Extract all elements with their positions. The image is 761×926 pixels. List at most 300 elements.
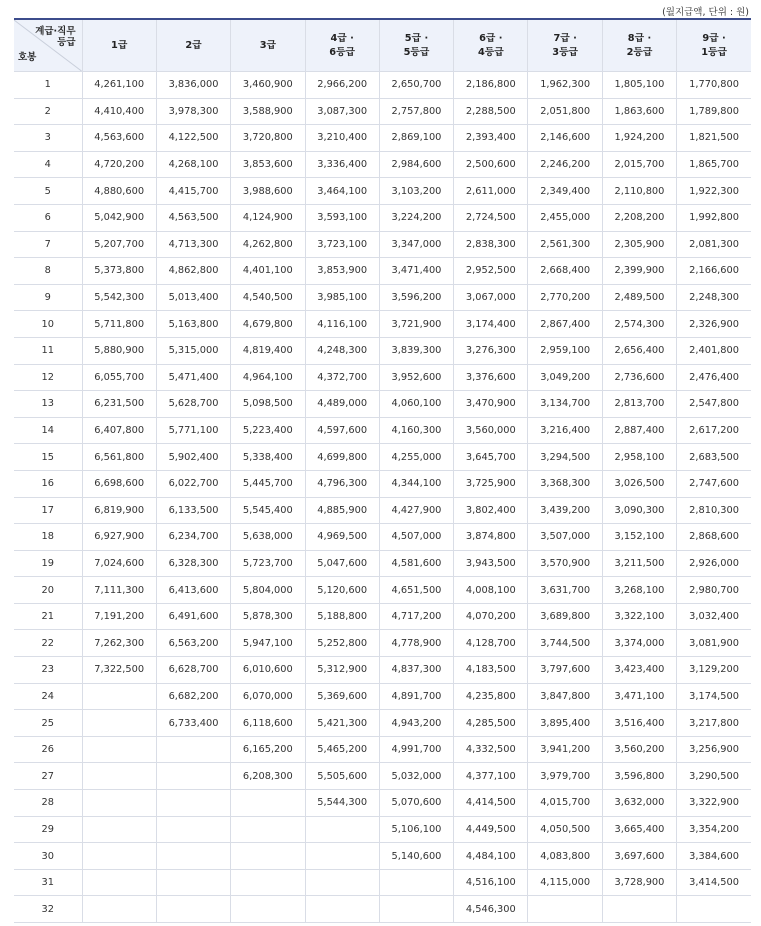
salary-cell: 2,248,300 <box>677 284 751 311</box>
salary-cell: 4,268,100 <box>156 151 230 178</box>
column-header-line2: 6등급 <box>329 46 356 58</box>
step-cell: 16 <box>14 470 82 497</box>
salary-cell: 2,561,300 <box>528 231 602 258</box>
salary-cell: 3,725,900 <box>454 470 528 497</box>
salary-table <box>14 18 751 923</box>
salary-cell: 3,593,100 <box>305 204 379 231</box>
table-row <box>14 444 751 471</box>
salary-cell: 4,015,700 <box>528 790 602 817</box>
step-cell: 11 <box>14 337 82 364</box>
salary-cell: 2,966,200 <box>305 72 379 99</box>
salary-cell <box>231 896 305 923</box>
step-cell: 12 <box>14 364 82 391</box>
salary-cell: 5,465,200 <box>305 736 379 763</box>
salary-cell: 4,183,500 <box>454 657 528 684</box>
column-header-line2: 2등급 <box>626 46 653 58</box>
salary-cell: 2,887,400 <box>602 417 676 444</box>
column-header-line1: 2급 <box>185 39 202 51</box>
salary-cell: 5,544,300 <box>305 790 379 817</box>
salary-cell <box>82 710 156 737</box>
salary-cell: 3,632,000 <box>602 790 676 817</box>
salary-cell: 5,421,300 <box>305 710 379 737</box>
step-cell: 26 <box>14 736 82 763</box>
salary-cell: 5,711,800 <box>82 311 156 338</box>
salary-cell: 3,336,400 <box>305 151 379 178</box>
column-header-line1: 8급 · <box>627 32 652 44</box>
salary-cell: 3,952,600 <box>379 364 453 391</box>
salary-cell: 6,328,300 <box>156 550 230 577</box>
column-header <box>231 19 305 72</box>
salary-cell: 3,631,700 <box>528 577 602 604</box>
salary-cell: 2,015,700 <box>602 151 676 178</box>
step-cell: 7 <box>14 231 82 258</box>
salary-cell: 3,839,300 <box>379 337 453 364</box>
salary-cell: 2,958,100 <box>602 444 676 471</box>
salary-cell: 3,847,800 <box>528 683 602 710</box>
salary-cell: 4,778,900 <box>379 630 453 657</box>
salary-cell: 4,713,300 <box>156 231 230 258</box>
salary-cell <box>82 683 156 710</box>
salary-cell: 2,326,900 <box>677 311 751 338</box>
column-header-line1: 3급 <box>259 39 276 51</box>
column-header-line2: 1등급 <box>701 46 727 58</box>
salary-cell: 5,013,400 <box>156 284 230 311</box>
salary-cell <box>82 896 156 923</box>
salary-cell: 6,165,200 <box>231 736 305 763</box>
salary-cell <box>156 869 230 896</box>
salary-cell: 6,563,200 <box>156 630 230 657</box>
salary-cell: 3,460,900 <box>231 72 305 99</box>
salary-cell: 3,836,000 <box>156 72 230 99</box>
salary-cell: 2,547,800 <box>677 391 751 418</box>
salary-cell <box>156 790 230 817</box>
step-cell: 9 <box>14 284 82 311</box>
salary-cell <box>231 790 305 817</box>
salary-cell: 3,211,500 <box>602 550 676 577</box>
salary-cell: 2,393,400 <box>454 125 528 152</box>
salary-cell: 5,047,600 <box>305 550 379 577</box>
salary-cell: 4,563,500 <box>156 204 230 231</box>
salary-cell: 5,223,400 <box>231 417 305 444</box>
salary-cell: 2,656,400 <box>602 337 676 364</box>
table-row <box>14 231 751 258</box>
salary-cell: 3,470,900 <box>454 391 528 418</box>
salary-cell: 4,115,000 <box>528 869 602 896</box>
column-header-line1: 7급 · <box>553 32 577 44</box>
column-header <box>454 19 528 72</box>
column-header <box>82 19 156 72</box>
salary-cell: 1,962,300 <box>528 72 602 99</box>
salary-cell: 3,090,300 <box>602 497 676 524</box>
salary-cell: 2,959,100 <box>528 337 602 364</box>
salary-cell <box>231 869 305 896</box>
salary-cell: 4,372,700 <box>305 364 379 391</box>
salary-cell: 3,414,500 <box>677 869 751 896</box>
salary-cell: 2,952,500 <box>454 258 528 285</box>
corner-header-cell <box>14 19 82 72</box>
salary-cell: 4,507,000 <box>379 524 453 551</box>
step-cell: 15 <box>14 444 82 471</box>
salary-cell <box>528 896 602 923</box>
step-cell: 8 <box>14 258 82 285</box>
salary-cell: 4,597,600 <box>305 417 379 444</box>
table-row <box>14 736 751 763</box>
salary-cell: 2,683,500 <box>677 444 751 471</box>
salary-cell: 3,744,500 <box>528 630 602 657</box>
salary-cell: 7,262,300 <box>82 630 156 657</box>
salary-cell: 5,140,600 <box>379 843 453 870</box>
salary-cell: 5,771,100 <box>156 417 230 444</box>
salary-cell: 4,235,800 <box>454 683 528 710</box>
step-cell: 3 <box>14 125 82 152</box>
salary-cell: 2,489,500 <box>602 284 676 311</box>
salary-cell: 6,231,500 <box>82 391 156 418</box>
step-cell: 18 <box>14 524 82 551</box>
salary-cell: 5,106,100 <box>379 816 453 843</box>
salary-cell: 4,964,100 <box>231 364 305 391</box>
salary-cell: 3,645,700 <box>454 444 528 471</box>
salary-cell: 4,377,100 <box>454 763 528 790</box>
salary-cell: 3,322,100 <box>602 603 676 630</box>
salary-cell: 6,698,600 <box>82 470 156 497</box>
salary-cell: 3,588,900 <box>231 98 305 125</box>
salary-cell: 5,628,700 <box>156 391 230 418</box>
table-row <box>14 683 751 710</box>
salary-cell: 4,415,700 <box>156 178 230 205</box>
salary-cell <box>82 869 156 896</box>
salary-cell: 1,805,100 <box>602 72 676 99</box>
salary-cell: 3,507,000 <box>528 524 602 551</box>
salary-cell: 3,720,800 <box>231 125 305 152</box>
salary-cell: 3,268,100 <box>602 577 676 604</box>
salary-cell: 2,476,400 <box>677 364 751 391</box>
salary-cell: 1,992,800 <box>677 204 751 231</box>
step-cell: 2 <box>14 98 82 125</box>
salary-cell: 7,111,300 <box>82 577 156 604</box>
salary-cell: 3,276,300 <box>454 337 528 364</box>
table-header <box>14 19 751 72</box>
header-row <box>14 19 751 72</box>
salary-cell: 3,516,400 <box>602 710 676 737</box>
salary-cell: 4,546,300 <box>454 896 528 923</box>
salary-cell: 2,617,200 <box>677 417 751 444</box>
table-row <box>14 657 751 684</box>
column-header <box>602 19 676 72</box>
salary-cell: 1,821,500 <box>677 125 751 152</box>
salary-cell: 1,922,300 <box>677 178 751 205</box>
salary-cell: 2,349,400 <box>528 178 602 205</box>
salary-cell: 6,133,500 <box>156 497 230 524</box>
salary-cell: 4,699,800 <box>305 444 379 471</box>
salary-cell: 3,174,500 <box>677 683 751 710</box>
step-cell: 25 <box>14 710 82 737</box>
table-row <box>14 98 751 125</box>
salary-cell: 5,880,900 <box>82 337 156 364</box>
table-row <box>14 603 751 630</box>
step-cell: 19 <box>14 550 82 577</box>
salary-cell: 4,880,600 <box>82 178 156 205</box>
table-row <box>14 204 751 231</box>
salary-cell: 5,042,900 <box>82 204 156 231</box>
salary-cell: 6,927,900 <box>82 524 156 551</box>
salary-cell: 4,116,100 <box>305 311 379 338</box>
table-row <box>14 284 751 311</box>
salary-cell: 4,427,900 <box>379 497 453 524</box>
salary-cell: 5,878,300 <box>231 603 305 630</box>
step-cell: 22 <box>14 630 82 657</box>
salary-cell: 2,868,600 <box>677 524 751 551</box>
salary-cell: 3,347,000 <box>379 231 453 258</box>
table-row <box>14 869 751 896</box>
step-cell: 32 <box>14 896 82 923</box>
salary-cell <box>156 896 230 923</box>
table-row <box>14 710 751 737</box>
salary-cell: 5,315,000 <box>156 337 230 364</box>
salary-cell <box>231 816 305 843</box>
salary-cell: 4,837,300 <box>379 657 453 684</box>
corner-grade-label-line2: 등급 <box>57 37 76 48</box>
salary-cell: 4,489,000 <box>305 391 379 418</box>
salary-cell: 5,638,000 <box>231 524 305 551</box>
salary-cell: 5,098,500 <box>231 391 305 418</box>
table-row <box>14 577 751 604</box>
salary-cell: 4,261,100 <box>82 72 156 99</box>
step-cell: 17 <box>14 497 82 524</box>
table-row <box>14 843 751 870</box>
salary-cell: 5,070,600 <box>379 790 453 817</box>
salary-cell: 4,008,100 <box>454 577 528 604</box>
salary-cell <box>82 736 156 763</box>
salary-cell: 6,407,800 <box>82 417 156 444</box>
salary-cell: 5,373,800 <box>82 258 156 285</box>
table-row <box>14 790 751 817</box>
column-header <box>156 19 230 72</box>
step-cell: 31 <box>14 869 82 896</box>
salary-cell: 4,124,900 <box>231 204 305 231</box>
table-row <box>14 391 751 418</box>
salary-cell: 3,134,700 <box>528 391 602 418</box>
salary-cell: 4,122,500 <box>156 125 230 152</box>
salary-cell: 5,188,800 <box>305 603 379 630</box>
salary-cell: 2,288,500 <box>454 98 528 125</box>
salary-cell: 4,160,300 <box>379 417 453 444</box>
step-cell: 20 <box>14 577 82 604</box>
salary-cell: 4,484,100 <box>454 843 528 870</box>
salary-cell: 5,032,000 <box>379 763 453 790</box>
salary-cell: 3,067,000 <box>454 284 528 311</box>
salary-cell: 4,540,500 <box>231 284 305 311</box>
step-cell: 28 <box>14 790 82 817</box>
salary-cell <box>379 896 453 923</box>
salary-cell: 3,697,600 <box>602 843 676 870</box>
column-header <box>677 19 751 72</box>
salary-cell: 3,988,600 <box>231 178 305 205</box>
salary-cell: 3,797,600 <box>528 657 602 684</box>
salary-cell: 3,596,800 <box>602 763 676 790</box>
salary-cell: 5,723,700 <box>231 550 305 577</box>
salary-cell: 4,720,200 <box>82 151 156 178</box>
table-row <box>14 311 751 338</box>
table-row <box>14 125 751 152</box>
salary-cell: 2,146,600 <box>528 125 602 152</box>
salary-cell: 3,721,900 <box>379 311 453 338</box>
salary-cell <box>156 736 230 763</box>
salary-cell <box>156 763 230 790</box>
salary-cell: 6,010,600 <box>231 657 305 684</box>
salary-cell: 5,471,400 <box>156 364 230 391</box>
salary-cell: 6,055,700 <box>82 364 156 391</box>
salary-cell: 4,862,800 <box>156 258 230 285</box>
table-row <box>14 497 751 524</box>
column-header-line2: 3등급 <box>552 46 579 58</box>
salary-cell: 4,563,600 <box>82 125 156 152</box>
salary-cell: 5,445,700 <box>231 470 305 497</box>
salary-cell: 3,943,500 <box>454 550 528 577</box>
salary-cell: 2,813,700 <box>602 391 676 418</box>
salary-cell: 4,581,600 <box>379 550 453 577</box>
salary-cell: 3,224,200 <box>379 204 453 231</box>
table-row <box>14 550 751 577</box>
salary-cell: 6,413,600 <box>156 577 230 604</box>
table-row <box>14 630 751 657</box>
salary-cell: 6,208,300 <box>231 763 305 790</box>
salary-cell: 5,542,300 <box>82 284 156 311</box>
salary-cell: 3,596,200 <box>379 284 453 311</box>
salary-cell: 3,217,800 <box>677 710 751 737</box>
salary-cell: 3,087,300 <box>305 98 379 125</box>
salary-cell: 3,895,400 <box>528 710 602 737</box>
salary-cell <box>305 843 379 870</box>
salary-cell <box>82 790 156 817</box>
table-row <box>14 896 751 923</box>
salary-cell: 6,070,000 <box>231 683 305 710</box>
salary-cell: 3,322,900 <box>677 790 751 817</box>
salary-cell: 1,924,200 <box>602 125 676 152</box>
salary-cell: 7,191,200 <box>82 603 156 630</box>
salary-cell: 5,369,600 <box>305 683 379 710</box>
salary-cell: 5,312,900 <box>305 657 379 684</box>
salary-cell: 4,891,700 <box>379 683 453 710</box>
salary-cell: 2,668,400 <box>528 258 602 285</box>
salary-cell: 2,208,200 <box>602 204 676 231</box>
salary-cell <box>305 896 379 923</box>
salary-cell: 4,050,500 <box>528 816 602 843</box>
column-header-line1: 5급 · <box>404 32 429 44</box>
salary-cell: 6,118,600 <box>231 710 305 737</box>
salary-cell: 1,770,800 <box>677 72 751 99</box>
step-cell: 30 <box>14 843 82 870</box>
step-cell: 29 <box>14 816 82 843</box>
salary-cell: 4,969,500 <box>305 524 379 551</box>
salary-cell: 6,561,800 <box>82 444 156 471</box>
salary-cell: 4,943,200 <box>379 710 453 737</box>
salary-cell: 4,414,500 <box>454 790 528 817</box>
table-row <box>14 816 751 843</box>
salary-cell: 5,804,000 <box>231 577 305 604</box>
column-header <box>528 19 602 72</box>
step-cell: 14 <box>14 417 82 444</box>
salary-cell: 3,032,400 <box>677 603 751 630</box>
salary-cell: 1,789,800 <box>677 98 751 125</box>
salary-cell: 4,285,500 <box>454 710 528 737</box>
column-header-line2: 4등급 <box>477 46 504 58</box>
corner-step-label: 호봉 <box>18 52 37 63</box>
salary-cell: 3,152,100 <box>602 524 676 551</box>
salary-cell: 2,246,200 <box>528 151 602 178</box>
salary-cell: 2,650,700 <box>379 72 453 99</box>
salary-cell <box>305 816 379 843</box>
salary-cell: 3,376,600 <box>454 364 528 391</box>
salary-cell: 3,723,100 <box>305 231 379 258</box>
column-header-line1: 6급 · <box>479 32 503 44</box>
salary-cell: 3,256,900 <box>677 736 751 763</box>
salary-cell <box>82 816 156 843</box>
salary-cell: 3,354,200 <box>677 816 751 843</box>
salary-cell: 3,026,500 <box>602 470 676 497</box>
salary-cell: 3,570,900 <box>528 550 602 577</box>
table-row <box>14 364 751 391</box>
table-row <box>14 151 751 178</box>
salary-cell: 2,926,000 <box>677 550 751 577</box>
table-row <box>14 337 751 364</box>
salary-cell: 2,110,800 <box>602 178 676 205</box>
salary-cell: 1,865,700 <box>677 151 751 178</box>
salary-cell: 2,051,800 <box>528 98 602 125</box>
salary-cell: 4,516,100 <box>454 869 528 896</box>
step-cell: 10 <box>14 311 82 338</box>
salary-cell: 3,368,300 <box>528 470 602 497</box>
salary-cell: 2,757,800 <box>379 98 453 125</box>
salary-cell: 3,439,200 <box>528 497 602 524</box>
salary-cell: 5,207,700 <box>82 231 156 258</box>
salary-cell <box>231 843 305 870</box>
salary-cell: 3,384,600 <box>677 843 751 870</box>
salary-cell: 5,947,100 <box>231 630 305 657</box>
salary-cell <box>82 843 156 870</box>
salary-cell: 4,262,800 <box>231 231 305 258</box>
salary-cell: 6,022,700 <box>156 470 230 497</box>
salary-cell: 2,401,800 <box>677 337 751 364</box>
salary-cell: 4,991,700 <box>379 736 453 763</box>
salary-cell: 3,216,400 <box>528 417 602 444</box>
table-row <box>14 72 751 99</box>
step-cell: 4 <box>14 151 82 178</box>
salary-cell: 4,255,000 <box>379 444 453 471</box>
step-cell: 24 <box>14 683 82 710</box>
salary-cell: 6,234,700 <box>156 524 230 551</box>
salary-cell: 6,733,400 <box>156 710 230 737</box>
salary-cell: 2,399,900 <box>602 258 676 285</box>
salary-cell: 2,747,600 <box>677 470 751 497</box>
salary-cell: 3,174,400 <box>454 311 528 338</box>
table-row <box>14 470 751 497</box>
salary-cell: 4,060,100 <box>379 391 453 418</box>
salary-cell: 4,083,800 <box>528 843 602 870</box>
column-header-line2: 5등급 <box>403 46 430 58</box>
salary-cell: 3,129,200 <box>677 657 751 684</box>
salary-cell: 3,374,000 <box>602 630 676 657</box>
salary-cell: 3,802,400 <box>454 497 528 524</box>
salary-cell: 5,252,800 <box>305 630 379 657</box>
salary-cell: 2,166,600 <box>677 258 751 285</box>
salary-cell: 2,770,200 <box>528 284 602 311</box>
step-cell: 21 <box>14 603 82 630</box>
salary-cell: 2,984,600 <box>379 151 453 178</box>
salary-cell: 1,863,600 <box>602 98 676 125</box>
salary-cell: 3,081,900 <box>677 630 751 657</box>
salary-cell: 4,796,300 <box>305 470 379 497</box>
salary-cell: 5,163,800 <box>156 311 230 338</box>
